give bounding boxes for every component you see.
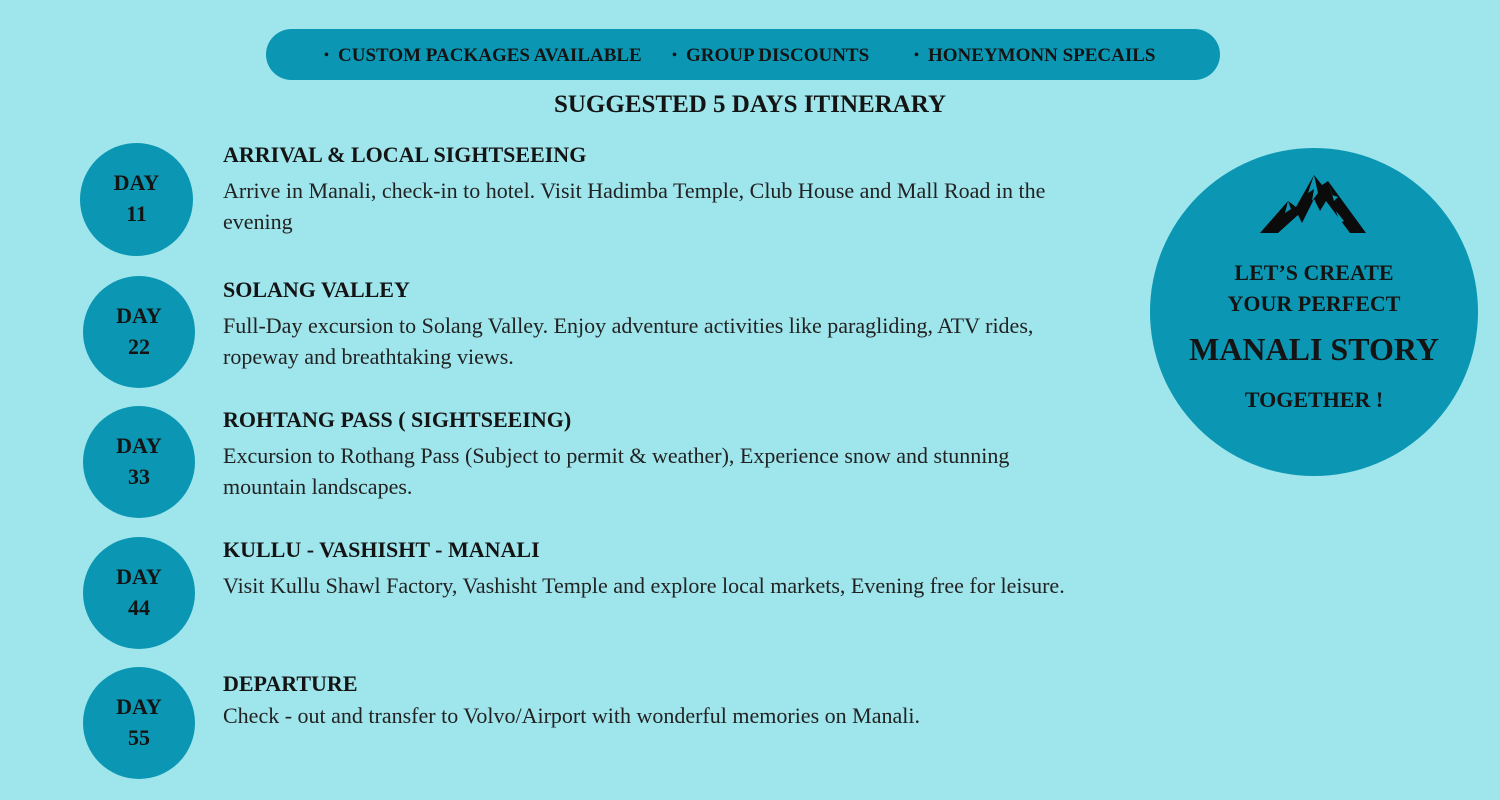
- day-description-2: Full-Day excursion to Solang Valley. Enjoy adventure activities like paragliding, ATV rides, ropeway and breathtaking views.: [223, 313, 1034, 369]
- cta-line-1: LET’S CREATE: [1234, 260, 1394, 285]
- day-heading-3: ROHTANG PASS ( SIGHTSEEING): [223, 407, 572, 432]
- day-badge-2: DAY 22: [83, 276, 195, 388]
- day-badge-3: DAY 33: [83, 406, 195, 518]
- features-banner: [266, 29, 1220, 80]
- day-heading-1: ARRIVAL & LOCAL SIGHTSEEING: [223, 142, 587, 167]
- banner-item-group-discounts: • GROUP DISCOUNTS: [672, 45, 870, 66]
- cta-line-4: TOGETHER !: [1244, 387, 1384, 412]
- day-heading-2: SOLANG VALLEY: [223, 277, 410, 302]
- day-description-1: Arrive in Manali, check-in to hotel. Visit Hadimba Temple, Club House and Mall Road in the evening: [223, 178, 1046, 234]
- day-heading-5: DEPARTURE: [223, 671, 358, 696]
- banner-item-honeymoon-specials: • HONEYMONN SPECAILS: [914, 45, 1156, 66]
- bullet-icon: •: [914, 48, 919, 63]
- day-badge-1: DAY 11: [80, 143, 193, 256]
- cta-headline: MANALI STORY: [1189, 331, 1439, 367]
- bullet-icon: •: [324, 48, 329, 63]
- day-description-3: Excursion to Rothang Pass (Subject to permit & weather), Experience snow and stunning mountain landscapes.: [223, 443, 1010, 499]
- bullet-icon: •: [672, 48, 677, 63]
- day-description-4: Visit Kullu Shawl Factory, Vashisht Temple and explore local markets, Evening free for leisure.: [223, 573, 1065, 598]
- page-title: SUGGESTED 5 DAYS ITINERARY: [553, 91, 947, 118]
- cta-circle: [1150, 148, 1478, 476]
- banner-item-custom-packages: • CUSTOM PACKAGES AVAILABLE: [324, 45, 642, 66]
- mountain-icon: [1258, 171, 1368, 235]
- day-badge-5: DAY 55: [83, 667, 195, 779]
- cta-line-2: YOUR PERFECT: [1227, 291, 1401, 316]
- day-heading-4: KULLU - VASHISHT - MANALI: [223, 537, 540, 562]
- day-badge-4: DAY 44: [83, 537, 195, 649]
- day-description-5: Check - out and transfer to Volvo/Airport with wonderful memories on Manali.: [223, 703, 920, 728]
